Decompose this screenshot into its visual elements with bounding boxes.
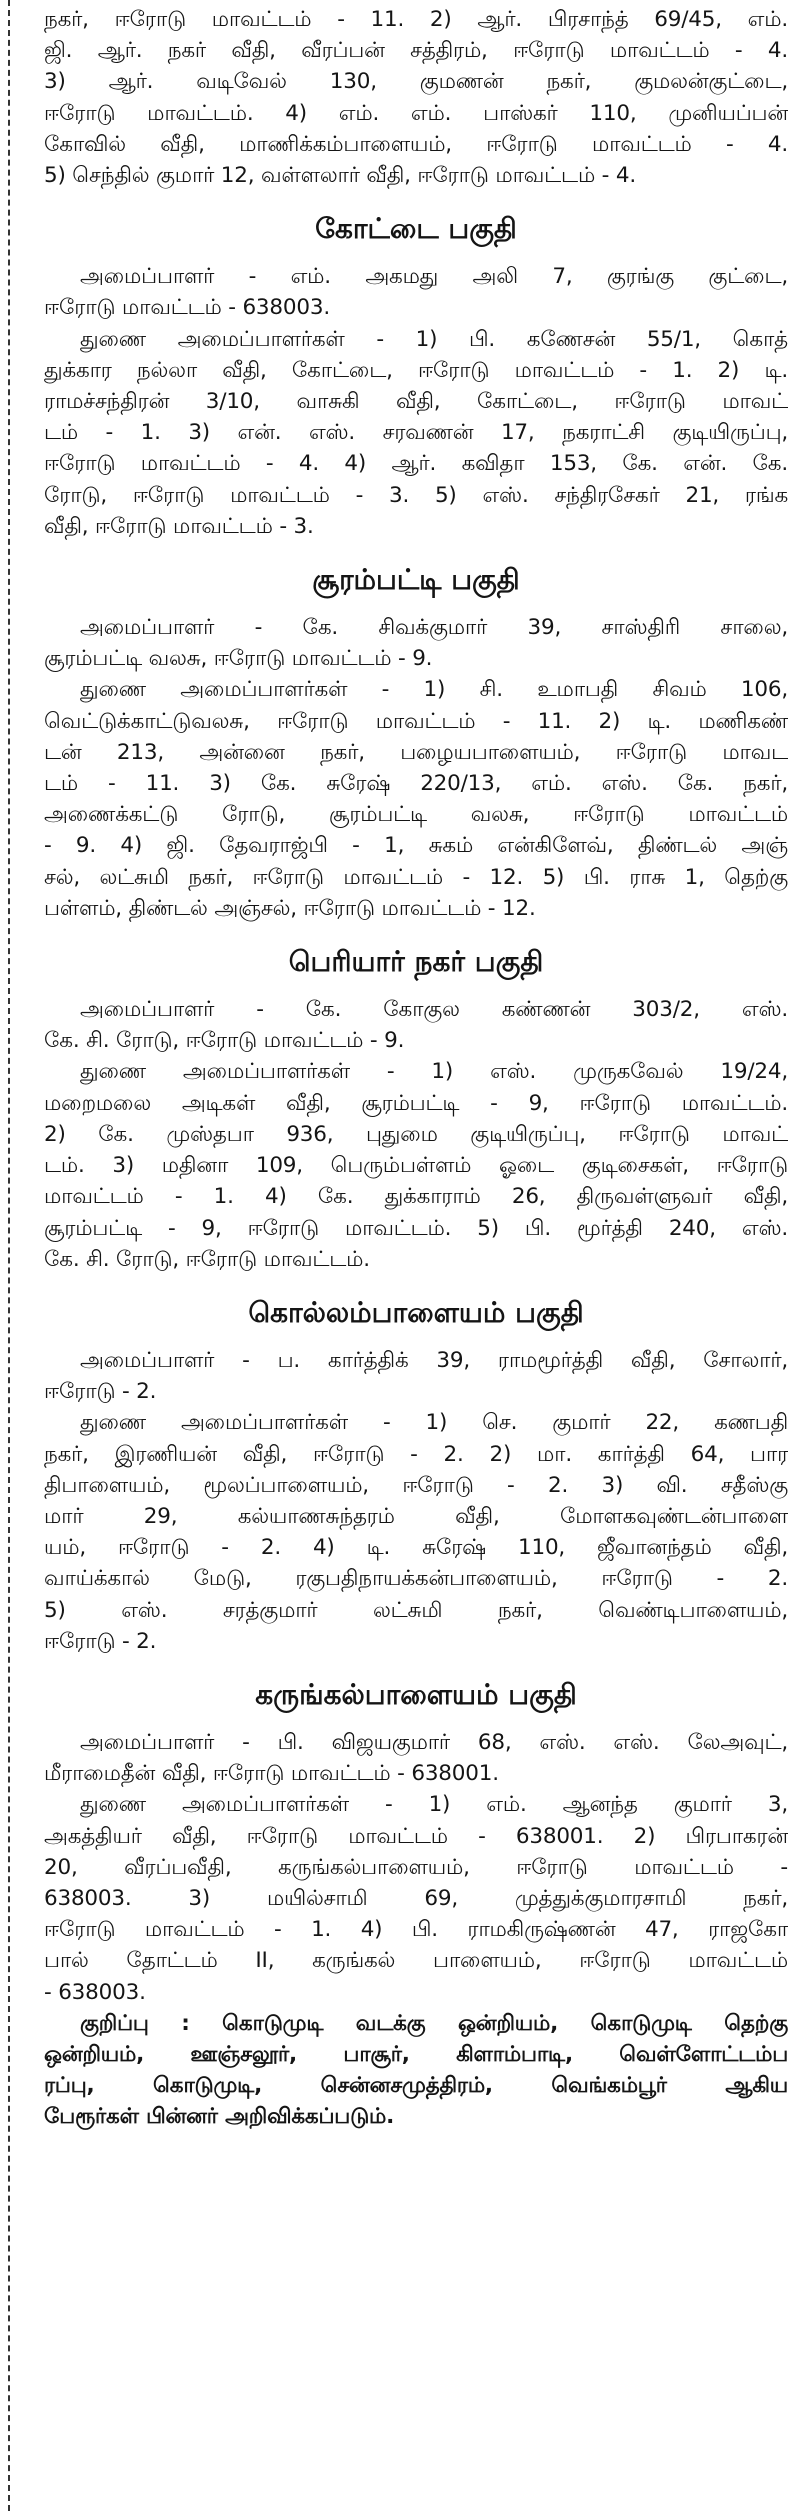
text-line: அமைப்பாளர் - கே. சிவக்குமார் 39, சாஸ்திரி சாலை, (80, 615, 788, 641)
section-heading-karungalpalayam: கருங்கல்பாளையம் பகுதி (255, 1677, 577, 1711)
text-line: துணை அமைப்பாளர்கள் - 1) எம். ஆனந்த குமார் 3, (80, 1792, 788, 1818)
text-line: ரப்பு, கொடுமுடி, சென்னசமுத்திரம், வெங்கம்பூர் ஆகிய (44, 2073, 788, 2099)
dashed-cut-border (8, 0, 10, 2511)
text-line: மறைமலை அடிகள் வீதி, சூரம்பட்டி - 9, ஈரோடு மாவட்டம். (44, 1090, 788, 1116)
text-line: சூரம்பட்டி வலசு, ஈரோடு மாவட்டம் - 9. (44, 646, 433, 672)
text-line: 2) கே. முஸ்தபா 936, புதுமை குடியிருப்பு, ஈரோடு மாவட் (44, 1121, 788, 1147)
section-heading-surampatti: சூரம்பட்டி பகுதி (312, 563, 520, 597)
text-line: ஈரோடு - 2. (44, 1379, 157, 1405)
organizer-paragraph (44, 1345, 788, 1407)
text-line: கோவில் வீதி, மாணிக்கம்பாளையம், ஈரோடு மாவட்டம் - 4. (44, 131, 788, 157)
text-line: ஈரோடு மாவட்டம் - 4. 4) ஆர். கவிதா 153, கே. என். கே. (44, 451, 788, 477)
text-line: மார் 29, கல்யாணசுந்தரம் வீதி, மோளகவுண்டன்பாளை (44, 1503, 788, 1529)
organizer-paragraph (44, 994, 788, 1056)
text-line: துணை அமைப்பாளர்கள் - 1) பி. கணேசன் 55/1, கொத் (80, 326, 788, 352)
deputies-paragraph (44, 674, 788, 924)
note-paragraph (44, 2008, 788, 2133)
deputies-paragraph (44, 1789, 788, 2007)
organizer-paragraph (44, 612, 788, 674)
intro-paragraph (44, 4, 788, 191)
text-line: 638003. 3) மயில்சாமி 69, முத்துக்குமாரசாமி நகர், (44, 1885, 788, 1911)
text-line: திபாளையம், மூலப்பாளையம், ஈரோடு - 2. 3) வி. சதீஸ்கு (44, 1472, 788, 1498)
text-line: நகர், ஈரோடு மாவட்டம் - 11. 2) ஆர். பிரசாந்த் 69/45, எம். (44, 7, 788, 32)
text-line: அமைப்பாளர் - எம். அகமது அலி 7, குரங்கு குட்டை, (80, 264, 788, 290)
text-line: அமைப்பாளர் - கே. கோகுல கண்ணன் 303/2, எஸ். (80, 997, 788, 1023)
text-line: துக்கார நல்லா வீதி, கோட்டை, ஈரோடு மாவட்டம் - 1. 2) டி. (44, 357, 788, 383)
text-line: - 638003. (44, 1979, 146, 2005)
text-line: டம். 3) மதினா 109, பெரும்பள்ளம் ஓடை குடிசைகள், ஈரோடு (44, 1153, 788, 1179)
text-line: துணை அமைப்பாளர்கள் - 1) செ. குமார் 22, கணபதி (80, 1410, 788, 1436)
text-line: டன் 213, அன்னை நகர், பழையபாளையம், ஈரோடு மாவட (44, 739, 788, 765)
text-line: வெட்டுக்காட்டுவலசு, ஈரோடு மாவட்டம் - 11. 2) டி. மணிகண் (44, 708, 788, 734)
section-heading-periyar-nagar: பெரியார் நகர் பகுதி (288, 945, 544, 979)
text-line: யம், ஈரோடு - 2. 4) டி. சுரேஷ் 110, ஜீவானந்தம் வீதி, (44, 1535, 788, 1561)
text-line: மாவட்டம் - 1. 4) கே. துக்காராம் 26, திருவள்ளுவர் வீதி, (44, 1184, 788, 1210)
text-line: பால் தோட்டம் II, கருங்கல் பாளையம், ஈரோடு மாவட்டம் (44, 1948, 788, 1974)
text-line: அமைப்பாளர் - பி. விஜயகுமார் 68, எஸ். எஸ். லேஅவுட், (80, 1729, 788, 1755)
text-line: 3) ஆர். வடிவேல் 130, குமணன் நகர், குமலன்குட்டை, (44, 69, 788, 95)
text-line: நகர், இரணியன் வீதி, ஈரோடு - 2. 2) மா. கார்த்தி 64, பார (44, 1441, 788, 1467)
text-line: குறிப்பு : கொடுமுடி வடக்கு ஒன்றியம், கொடுமுடி தெற்கு (80, 2010, 788, 2036)
text-line: ஈரோடு மாவட்டம் - 638003. (44, 295, 330, 321)
text-line: வாய்க்கால் மேடு, ரகுபதிநாயக்கன்பாளையம், ஈரோடு - 2. (44, 1566, 788, 1592)
article-column (44, 4, 788, 2133)
text-line: கே. சி. ரோடு, ஈரோடு மாவட்டம். (44, 1246, 370, 1272)
text-line: சூரம்பட்டி - 9, ஈரோடு மாவட்டம். 5) பி. மூர்த்தி 240, எஸ். (44, 1215, 788, 1241)
text-line: டம் - 1. 3) என். எஸ். சரவணன் 17, நகராட்சி குடியிருப்பு, (44, 420, 788, 446)
text-line: டம் - 11. 3) கே. சுரேஷ் 220/13, எம். எஸ். கே. நகர், (44, 771, 788, 797)
deputies-paragraph (44, 324, 788, 542)
text-line: - 9. 4) ஜி. தேவராஜ்பி - 1, சுகம் என்கிளேவ், திண்டல் அஞ் (44, 833, 788, 859)
text-line: ரோடு, ஈரோடு மாவட்டம் - 3. 5) எஸ். சந்திரசேகர் 21, ரங்க (44, 482, 788, 508)
section-heading-kollampalayam: கொல்லம்பாளையம் பகுதி (248, 1295, 584, 1329)
text-line: ஈரோடு மாவட்டம் - 1. 4) பி. ராமகிருஷ்ணன் 47, ராஜகோ (44, 1917, 788, 1943)
text-line: 5) எஸ். சரத்குமார் லட்சுமி நகர், வெண்டிபாளையம், (44, 1597, 788, 1623)
text-line: துணை அமைப்பாளர்கள் - 1) சி. உமாபதி சிவம் 106, (80, 677, 788, 703)
text-line: கே. சி. ரோடு, ஈரோடு மாவட்டம் - 9. (44, 1028, 405, 1054)
text-line: மீராமைதீன் வீதி, ஈரோடு மாவட்டம் - 638001. (44, 1761, 499, 1787)
text-line: 5) செந்தில் குமார் 12, வள்ளலார் வீதி, ஈரோடு மாவட்டம் - 4. (44, 163, 636, 189)
text-line: சல், லட்சுமி நகர், ஈரோடு மாவட்டம் - 12. 5) பி. ராசு 1, தெற்கு (44, 864, 788, 890)
text-line: அமைப்பாளர் - ப. கார்த்திக் 39, ராமமூர்த்தி வீதி, சோலார், (80, 1347, 788, 1373)
organizer-paragraph (44, 1727, 788, 1789)
text-line: ராமச்சந்திரன் 3/10, வாசுகி வீதி, கோட்டை, ஈரோடு மாவட் (44, 389, 788, 415)
text-line: ஈரோடு மாவட்டம். 4) எம். எம். பாஸ்கர் 110, முனியப்பன் (44, 100, 788, 126)
text-line: வீதி, ஈரோடு மாவட்டம் - 3. (44, 513, 314, 539)
section-heading-kottai: கோட்டை பகுதி (315, 212, 517, 246)
deputies-paragraph (44, 1407, 788, 1657)
text-line: அகத்தியர் வீதி, ஈரோடு மாவட்டம் - 638001. 2) பிரபாகரன் (44, 1823, 788, 1849)
deputies-paragraph (44, 1056, 788, 1274)
text-line: ஒன்றியம், ஊஞ்சலூர், பாசூர், கிளாம்பாடி, வெள்ளோட்டம்ப (44, 2041, 788, 2067)
text-line: அணைக்கட்டு ரோடு, சூரம்பட்டி வலசு, ஈரோடு மாவட்டம் (44, 802, 788, 828)
organizer-paragraph (44, 261, 788, 323)
text-line: துணை அமைப்பாளர்கள் - 1) எஸ். முருகவேல் 19/24, (80, 1059, 788, 1085)
text-line: ஈரோடு - 2. (44, 1628, 157, 1654)
text-line: பேரூர்கள் பின்னர் அறிவிக்கப்படும். (44, 2104, 395, 2130)
text-line: 20, வீரப்பவீதி, கருங்கல்பாளையம், ஈரோடு மாவட்டம் - (44, 1854, 788, 1880)
text-line: ஜி. ஆர். நகர் வீதி, வீரப்பன் சத்திரம், ஈரோடு மாவட்டம் - 4. (44, 38, 788, 64)
text-line: பள்ளம், திண்டல் அஞ்சல், ஈரோடு மாவட்டம் - 12. (44, 895, 536, 921)
